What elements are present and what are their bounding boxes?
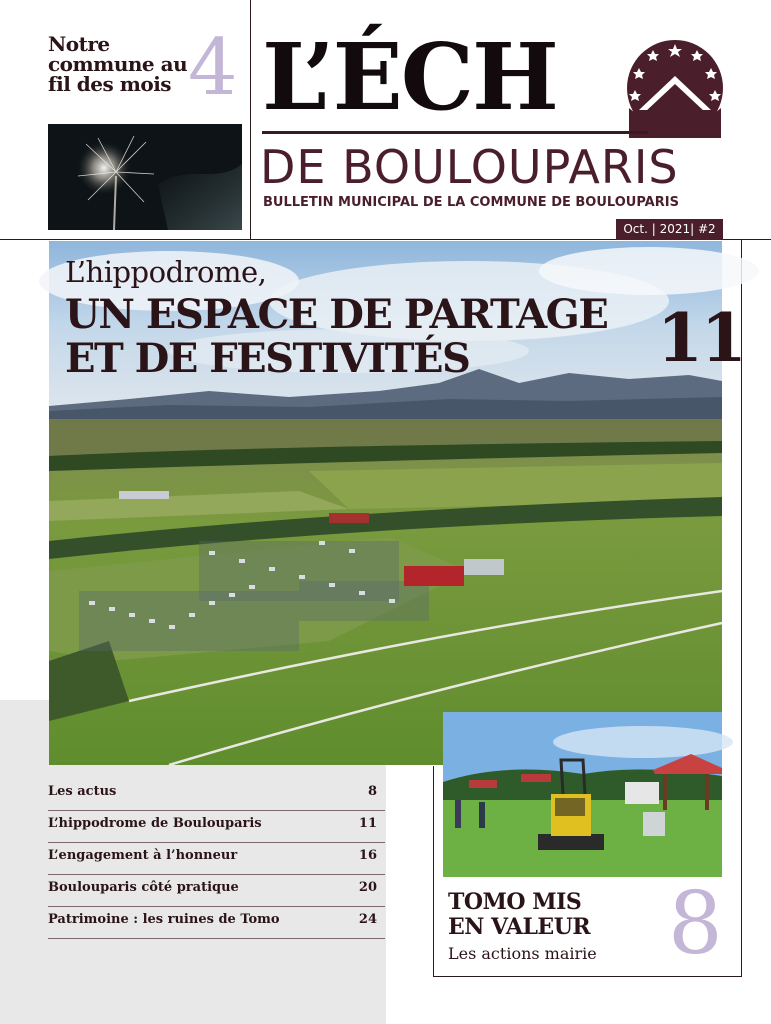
toc-item[interactable]	[48, 875, 385, 907]
toc-item-label: L’hippodrome de Boulouparis	[48, 816, 262, 831]
toc-item-page: 20	[358, 880, 377, 895]
toc-item-label: Les actus	[48, 784, 117, 799]
tomo-works-photo	[443, 712, 722, 877]
divider	[250, 0, 251, 240]
masthead-subtitle: DE BOULOUPARIS	[260, 140, 679, 194]
secondary-page-number: 8	[668, 874, 723, 974]
toc-item[interactable]	[48, 907, 385, 939]
feature-headline	[65, 293, 607, 381]
divider	[433, 766, 434, 977]
toc-item-label: Boulouparis côté pratique	[48, 880, 239, 895]
secondary-subhead: Les actions mairie	[448, 944, 597, 963]
fireworks-illustration	[48, 124, 242, 230]
toc-item-page: 16	[358, 848, 377, 863]
toc-item-page: 24	[358, 912, 377, 927]
masthead-tagline: BULLETIN MUNICIPAL DE LA COMMUNE DE BOULOUPARIS	[263, 195, 679, 210]
teaser-page-number: 4	[188, 23, 238, 113]
excavator-scene-illustration	[443, 712, 722, 877]
toc-item-page: 8	[367, 784, 377, 799]
feature-headline-line1: UN ESPACE DE PARTAGE	[65, 291, 608, 338]
feature-headline-line2: ET DE FESTIVITÉS	[65, 335, 470, 382]
issue-badge: Oct. | 2021| #2	[616, 219, 723, 240]
masthead-title: L’ÉCH	[262, 23, 557, 131]
toc-item[interactable]	[48, 811, 385, 843]
divider	[433, 976, 742, 977]
toc-item-label: Patrimoine : les ruines de Tomo	[48, 912, 280, 927]
secondary-headline-line2: EN VALEUR	[448, 914, 591, 940]
secondary-headline	[448, 890, 658, 940]
fireworks-photo	[48, 124, 242, 230]
star-ring-mountain-logo	[625, 38, 725, 138]
feature-page-number: 11	[657, 299, 745, 377]
toc-item-page: 11	[358, 816, 377, 831]
feature-kicker: L’hippodrome,	[65, 255, 267, 289]
hippodrome-aerial-photo	[49, 241, 745, 765]
teaser-title: Notre commune au fil des mois	[48, 32, 188, 96]
toc-item-label: L’engagement à l’honneur	[48, 848, 238, 863]
secondary-headline-line1: TOMO MIS	[448, 889, 582, 915]
toc-item[interactable]	[48, 843, 385, 875]
toc-item[interactable]	[48, 779, 385, 811]
table-of-contents	[48, 779, 385, 939]
masthead-rule	[262, 131, 648, 134]
